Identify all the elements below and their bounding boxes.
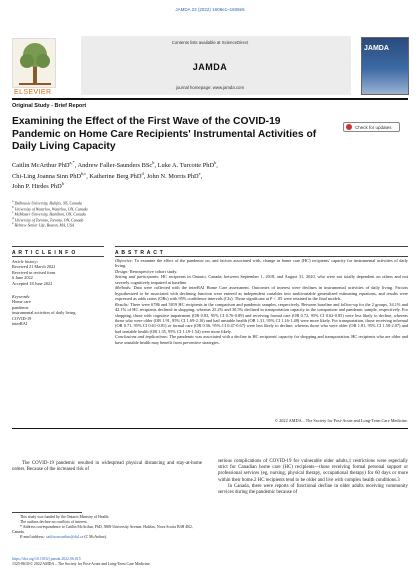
keyword: pandemic xyxy=(12,304,29,310)
article-info-subrule xyxy=(12,256,104,257)
keyword: instrumental activities of daily living xyxy=(12,310,76,316)
history-item: Accepted 18 June 2022 xyxy=(12,280,53,286)
keywords xyxy=(12,294,76,326)
author-list xyxy=(12,160,392,192)
header-divider xyxy=(12,98,408,100)
history-item: 6 June 2022 xyxy=(12,275,33,281)
article-info-rule xyxy=(12,246,104,247)
keywords-label: Keywords: xyxy=(12,294,31,299)
journal-homepage[interactable]: journal homepage: www.jamda.com xyxy=(175,85,245,90)
article-info-heading: A R T I C L E I N F O xyxy=(12,250,77,256)
body-text-right xyxy=(218,459,408,496)
article-history xyxy=(12,259,55,286)
abstract-subrule xyxy=(115,256,408,257)
article-title: Examining the Effect of the First Wave of the COVID-19 Pandemic on Home Care Recipients' Instrumental Activities of Daily Living Capacity xyxy=(12,116,317,153)
author-line: Chi-Ling Joanna Sinn PhD$^{b,c}$, Katherine Berg PhD$^d$, John N. Morris PhD$^e$, xyxy=(12,170,203,180)
body-text-left: The COVID-19 pandemic resulted in widespread physical distancing and stay-at-home orders. Because of the increased risk of xyxy=(12,461,202,473)
front-matter-divider xyxy=(12,428,408,429)
abstract-section: Objective: To examine the effect of the pandemic on, and factors associated with, change in home care (HC) recipients' capacity for instrumental activities of daily living. xyxy=(115,258,408,269)
affiliation: $^e$ Hebrew Senior Life, Boston, MA, USA xyxy=(12,221,75,228)
email-link[interactable]: caitlin.mcarthur@dal.ca xyxy=(45,534,84,539)
affiliation: $^a$ Dalhousie University, Halifax, NS, Canada xyxy=(12,199,82,206)
issn-line: 1525-8610/© 2022 AMDA – The Society for Post-Acute and Long-Term Care Medicine. xyxy=(12,561,151,566)
keyword: Home care xyxy=(12,299,31,305)
journal-name: JAMDA xyxy=(192,62,228,72)
affiliation: $^b$ University of Waterloo, Waterloo, ON, Canada xyxy=(12,204,88,211)
bottom-matter xyxy=(12,557,151,567)
footnote: The authors declare no conflicts of interest. xyxy=(20,519,88,524)
author-line: John P. Hirdes PhD$^b$ xyxy=(12,181,64,191)
abstract-section: Conclusions and implications: The pandemic was associated with a decline in HC recipients' capacity for shopping and transportation. HC recipients who are older and have unstable health may benefit from preventive strategies. xyxy=(115,334,408,345)
abstract-heading: A B S T R A C T xyxy=(115,250,164,256)
body-paragraph: serious complications of COVID-19 for vulnerable older adults,1 restrictions were especially strict for Canadian home care (HC) recipients—those receiving formal personal support or professional services (eg, nursing, physical therapy, occupational therapy) for 60 days or more within their home.2 HC recipients tend to be older and live with complex health conditions.3 xyxy=(218,459,408,483)
abstract-copyright: © 2022 AMDA – The Society for Post-Acute and Long-Term Care Medicine. xyxy=(274,418,408,423)
publisher-name: ELSEVIER xyxy=(14,89,52,96)
doi-link[interactable]: https://doi.org/10.1016/j.jamda.2022.06.015 xyxy=(12,557,81,561)
abstract-section: Results: There were 6786 and 5019 HC recipients in the comparison and pandemic samples, respectively. Between baseline and follow-up for the 2 groups, 34.1% and 42.1% of HC recipients declined in shopping, whereas 25.2% and 30.5% declined in transportation capacity in the comparison and pandemic sample, respectively. For shopping, those with cognitive impairment (OR 0.83, 95% CI 0.76-0.89) and receiving formal care (OR 0.72, 95% CI 0.62-0.85) were less likely to decline, whereas those who were older (OR 1.91, 95% CI 1.69-2.16) and had unstable health (OR 1.31, 95% CI 1.16-1.48) were more likely. For transportation, those receiving informal (OR 0.71, 95% CI 0.61-0.81) or formal care (OR 0.56, 95% CI 0.47-0.67) were less likely to decline, whereas those who were older (OR 1.81, 95% CI 1.58-2.07) and had unstable health (OR 1.35, 95% CI 1.19-1.54) were more likely. xyxy=(115,301,408,334)
check-updates-button[interactable]: Check for updates xyxy=(343,122,400,132)
footnote-rule xyxy=(12,512,82,513)
author-line: Caitlin McArthur PhD$^{a,*}$, Andrew Faller-Saunders BSc$^b$, Luke A. Turcotte PhD$^b$, xyxy=(12,160,218,170)
history-item: Received 21 March 2022 xyxy=(12,264,56,270)
abstract-section: Methods: Data were collected with the interRAI Home Care assessment. Outcomes of interest were declines in instrumental activities of daily living. Factors hypothesized to be associated with declining function were entered as independent variables into multivariable generalized estimating equations, and results were expressed as odds ratios (ORs) with 95% confidence intervals (CIs). Those significant at P < .05 were retained in the final models. xyxy=(115,285,408,302)
cover-title: JAMDA xyxy=(364,45,389,52)
contents-line: Contents lists available at ScienceDirect xyxy=(171,40,249,45)
affiliation: $^c$ McMaster University, Hamilton, ON, Canada xyxy=(12,210,86,217)
article-type: Original Study - Brief Report xyxy=(12,103,87,109)
history-item: Received in revised form xyxy=(12,269,56,275)
abstract-body xyxy=(115,258,408,345)
footnote: E-mail address: caitlin.mcarthur@dal.ca (C McArthur). xyxy=(20,534,108,539)
article-history-label: Article history: xyxy=(12,259,39,264)
abstract-section: Setting and participants: HC recipients in Ontario, Canada, between September 1, 2018, and August 31, 2020, who were not totally dependent on others and not severely cognitively impaired at baseline. xyxy=(115,274,408,285)
abstract-rule xyxy=(115,246,408,247)
footnote: This study was funded by the Ontario Ministry of Health. xyxy=(20,515,110,519)
body-paragraph: In Canada, there were reports of functional decline in older adults receiving community services during the pandemic because of xyxy=(218,483,408,496)
journal-citation[interactable]: JAMDA 23 (2022) 1608e1–1608e5 xyxy=(175,7,245,12)
abstract-section: Design: Retrospective cohort study. xyxy=(115,268,178,274)
keyword: interRAI xyxy=(12,321,28,327)
keyword: COVID-19 xyxy=(12,315,32,321)
affiliation: $^d$ University of Toronto, Toronto, ON, Canada xyxy=(12,215,84,222)
footnote: * Address correspondence to Caitlin McArthur, PhD, 5869 University Avenue, Halifax, Nova Scotia B3H 4R2, Canada. xyxy=(12,524,193,534)
footnotes xyxy=(12,515,202,540)
